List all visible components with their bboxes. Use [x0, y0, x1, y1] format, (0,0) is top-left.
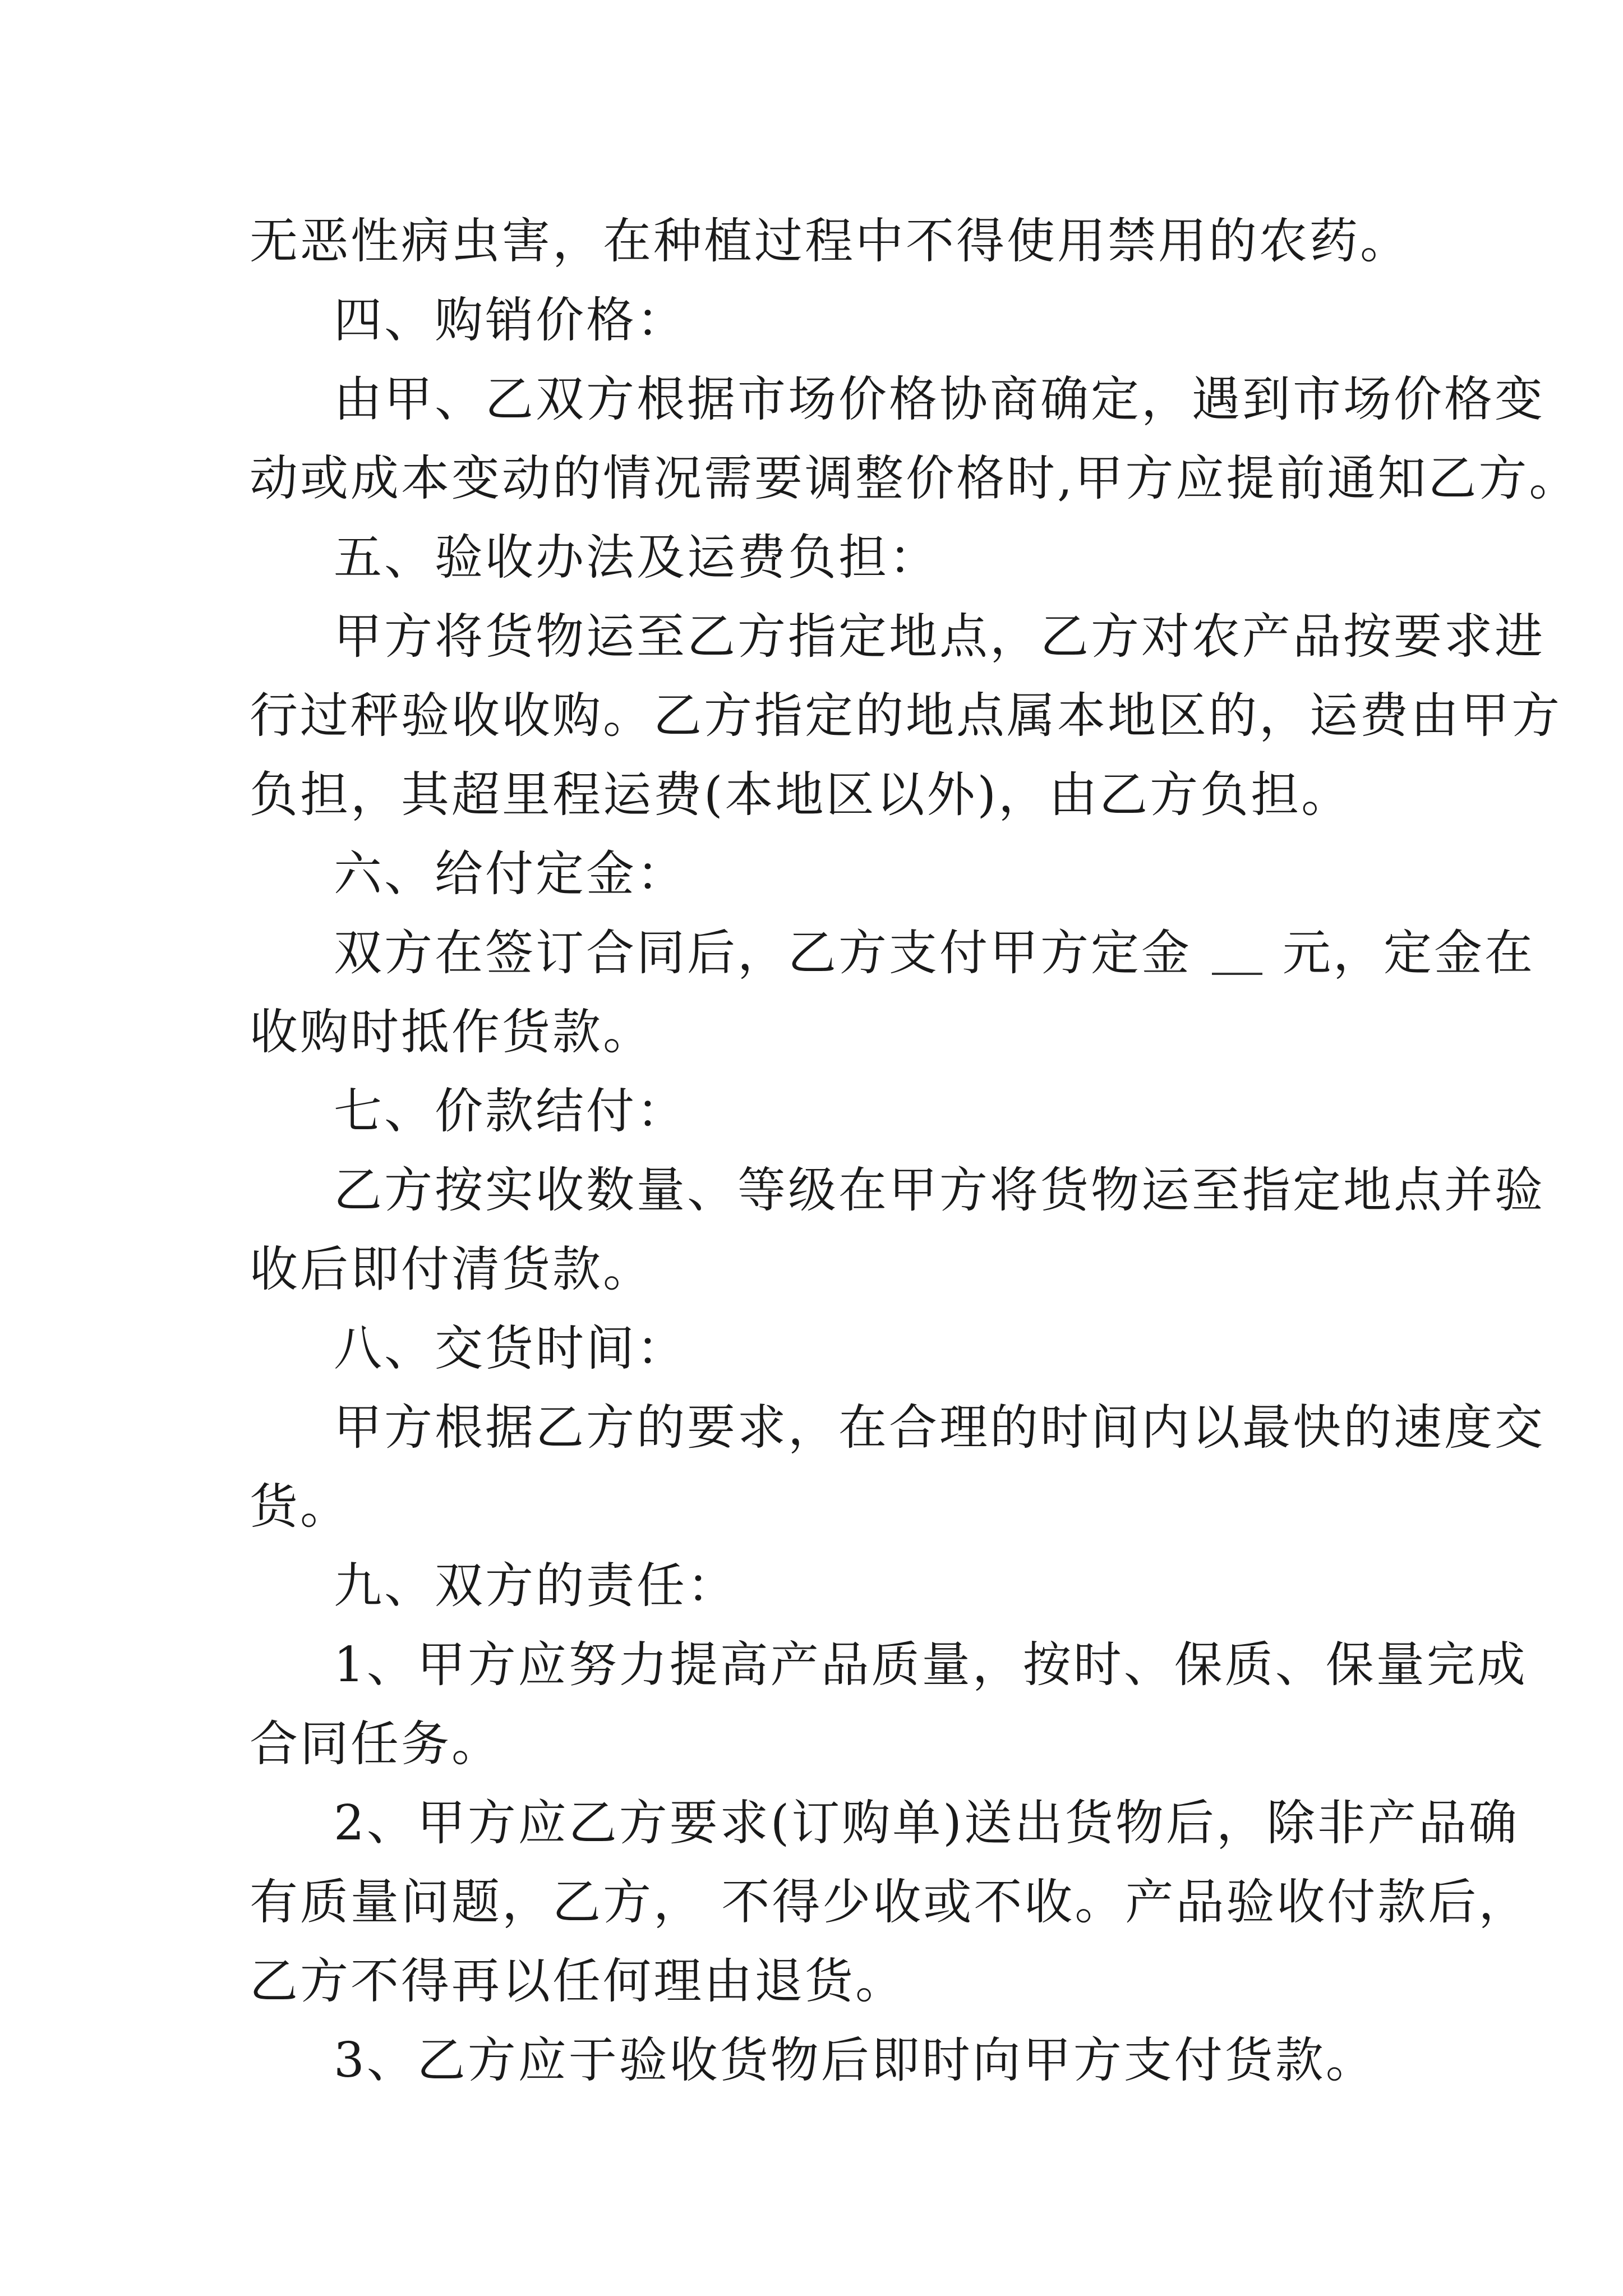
text-line: 无恶性病虫害，在种植过程中不得使用禁用的农药。	[250, 213, 1410, 269]
deposit-text-after: 元，定金在	[1283, 925, 1535, 981]
contract-text	[250, 202, 1580, 2100]
text-line: 货。	[250, 1479, 351, 1535]
section-heading-payment: 七、价款结付：	[334, 1083, 687, 1139]
deposit-text-before: 双方在签订合同后，乙方支付甲方定金	[334, 925, 1192, 981]
text-line: 由甲、乙双方根据市场价格协商确定，遇到市场价格变	[334, 371, 1545, 427]
text-line: 有质量问题，乙方， 不得少收或不收。产品验收付款后，	[250, 1874, 1529, 1930]
section-heading-deposit: 六、给付定金：	[334, 846, 687, 902]
text-line: 行过秤验收收购。乙方指定的地点属本地区的，运费由甲方	[250, 688, 1562, 744]
deposit-amount-blank	[1212, 939, 1262, 975]
section-heading-price: 四、购销价格：	[334, 292, 687, 348]
text-line: 甲方根据乙方的要求，在合理的时间内以最快的速度交	[334, 1400, 1545, 1456]
text-line: 甲方将货物运至乙方指定地点，乙方对农产品按要求进	[334, 609, 1545, 665]
text-line: 2、甲方应乙方要求(订购单)送出货物后，除非产品确	[334, 1795, 1519, 1851]
text-line: 乙方不得再以任何理由退货。	[250, 1953, 906, 2009]
section-heading-delivery: 八、交货时间：	[334, 1320, 687, 1377]
deposit-line	[250, 914, 1535, 993]
text-line: 收购时抵作货款。	[250, 1004, 653, 1060]
text-line: 合同任务。	[250, 1716, 502, 1772]
text-line: 1、甲方应努力提高产品质量，按时、保质、保量完成	[334, 1637, 1528, 1693]
section-heading-responsibilities: 九、双方的责任：	[334, 1558, 737, 1614]
text-line: 负担，其超里程运费(本地区以外)，由乙方负担。	[250, 767, 1352, 823]
text-line: 动或成本变动的情况需要调整价格时,甲方应提前通知乙方。	[250, 450, 1580, 507]
text-line: 3、乙方应于验收货物后即时向甲方支付货款。	[334, 2032, 1376, 2088]
text-line: 乙方按实收数量、等级在甲方将货物运至指定地点并验	[334, 1162, 1545, 1218]
text-line: 收后即付清货款。	[250, 1241, 653, 1297]
section-heading-acceptance: 五、验收办法及运费负担：	[334, 530, 939, 586]
